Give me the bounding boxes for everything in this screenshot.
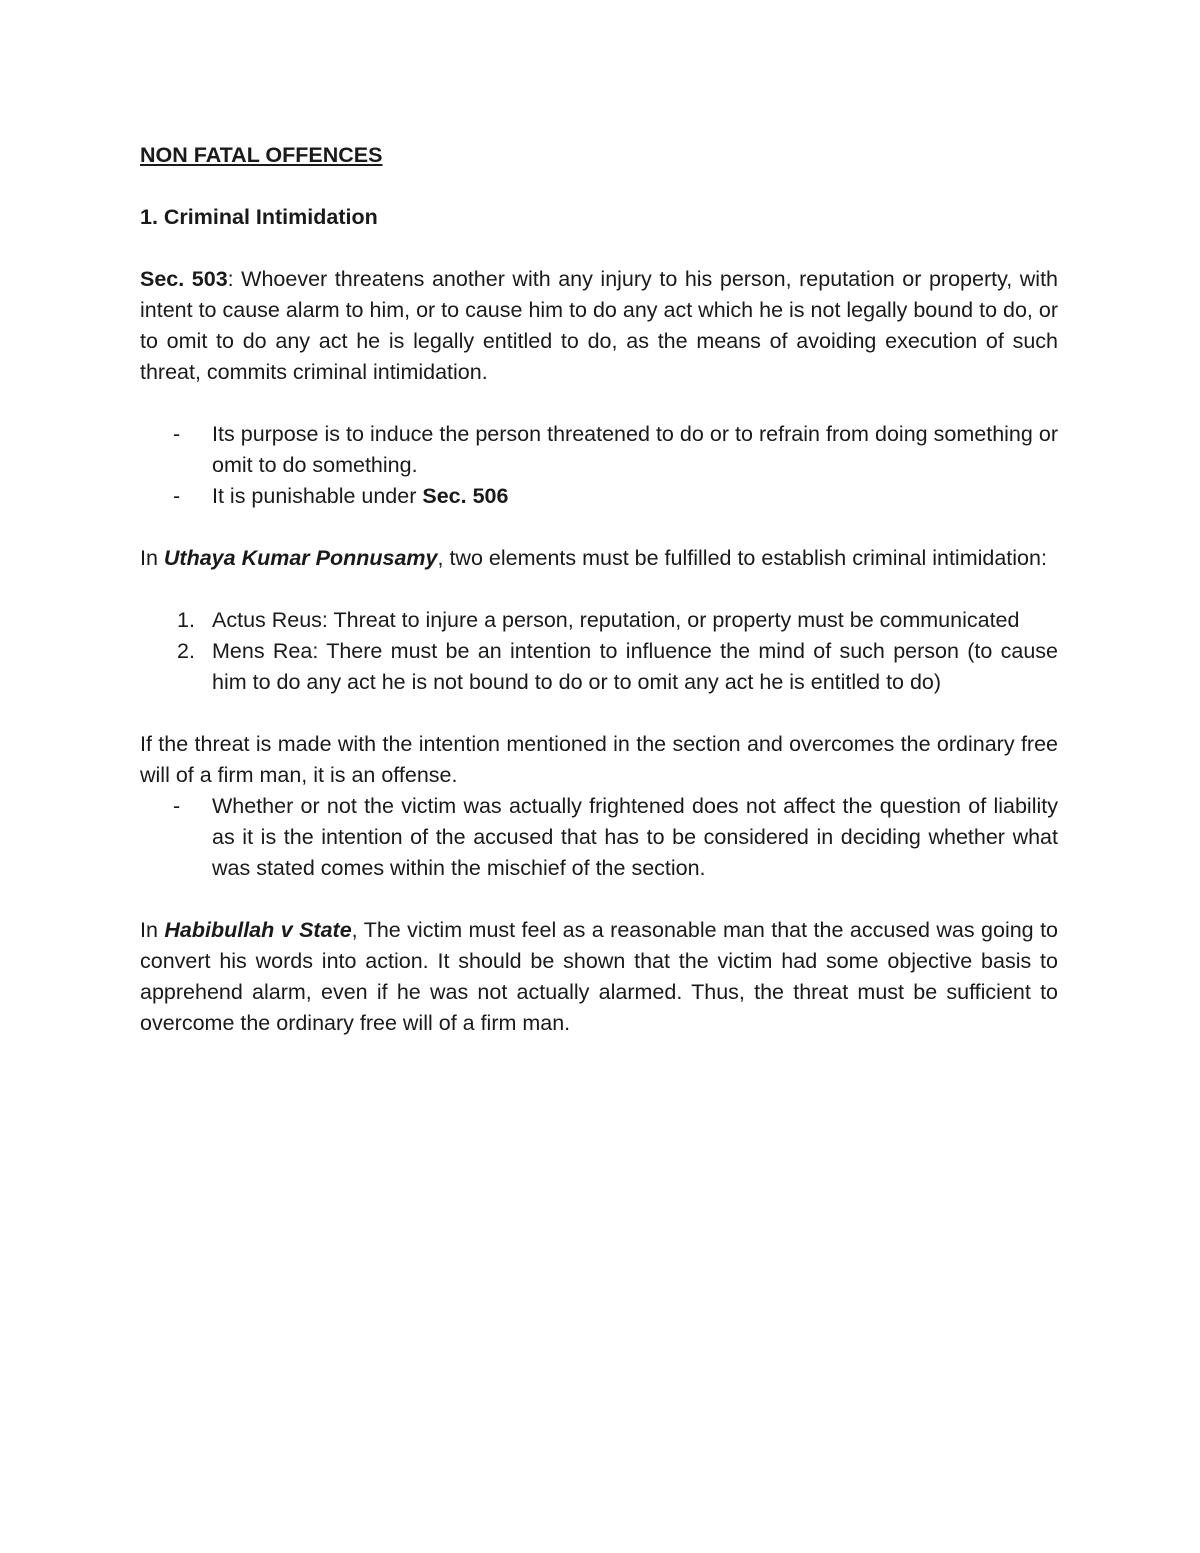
dash-marker: - <box>173 484 181 508</box>
section-heading: 1. Criminal Intimidation <box>140 205 378 229</box>
document-title: NON FATAL OFFENCES <box>140 143 383 167</box>
list-item <box>140 791 1058 884</box>
sec-503-text: : Whoever threatens another with any injury to his person, reputation or property, with intent to cause alarm to him, or to cause him to do any act which he is not legally bound to do, or to omit to do any act he is legally entitled to do, as the means of avoiding execution of such threat, commits criminal intimidation. <box>140 267 1058 384</box>
spacer <box>140 512 1058 543</box>
bullet-text: It is punishable under <box>212 484 423 508</box>
uthaya-case-name: Uthaya Kumar Ponnusamy <box>163 546 438 570</box>
spacer <box>140 884 1058 915</box>
list-item <box>140 605 1058 636</box>
purpose-bullet-list <box>140 419 1058 512</box>
habibullah-case-name: Habibullah v State <box>164 918 352 942</box>
spacer <box>140 171 1058 202</box>
dash-marker: - <box>173 794 181 818</box>
uthaya-text: , two elements must be fulfilled to establish criminal intimidation: <box>437 546 1047 570</box>
spacer <box>140 574 1058 605</box>
number-marker: 1. <box>177 608 195 632</box>
list-item <box>140 419 1058 481</box>
uthaya-prefix: In <box>140 546 164 570</box>
bullet-text: Its purpose is to induce the person threatened to do or to refrain from doing something or omit to do something. <box>212 422 1058 477</box>
document-page <box>140 140 1058 1039</box>
habibullah-text: , The victim must feel as a reasonable man that the accused was going to convert his words into action. It should be shown that the victim had some objective basis to apprehend alarm, even if he was not actually alarmed. Thus, the threat must be sufficient to overcome the ordinary free will of a firm man. <box>140 918 1059 1035</box>
element-text: Actus Reus: Threat to injure a person, reputation, or property must be communicated <box>212 608 1020 632</box>
sec-503-label: Sec. 503 <box>140 267 228 291</box>
list-item <box>140 481 1058 512</box>
bullet-text: Whether or not the victim was actually frightened does not affect the question of liability as it is the intention of the accused that has to be considered in deciding whether what was stated comes within the mischief of the section. <box>212 794 1058 880</box>
sec-506-label: Sec. 506 <box>422 484 509 508</box>
sec-503-paragraph <box>140 264 1058 388</box>
habibullah-prefix: In <box>140 918 165 942</box>
spacer <box>140 388 1058 419</box>
dash-marker: - <box>173 422 181 446</box>
element-text: Mens Rea: There must be an intention to influence the mind of such person (to cause him to do any act he is not bound to do or to omit any act he is entitled to do) <box>212 639 1058 694</box>
spacer <box>140 698 1058 729</box>
liability-bullet-list <box>140 791 1058 884</box>
habibullah-paragraph <box>140 915 1058 1039</box>
uthaya-paragraph <box>140 543 1058 574</box>
elements-list <box>140 605 1058 698</box>
list-item <box>140 636 1058 698</box>
threat-paragraph: If the threat is made with the intention mentioned in the section and overcomes the ordinary free will of a firm man, it is an offense. <box>140 732 1058 787</box>
spacer <box>140 233 1058 264</box>
number-marker: 2. <box>177 639 195 663</box>
